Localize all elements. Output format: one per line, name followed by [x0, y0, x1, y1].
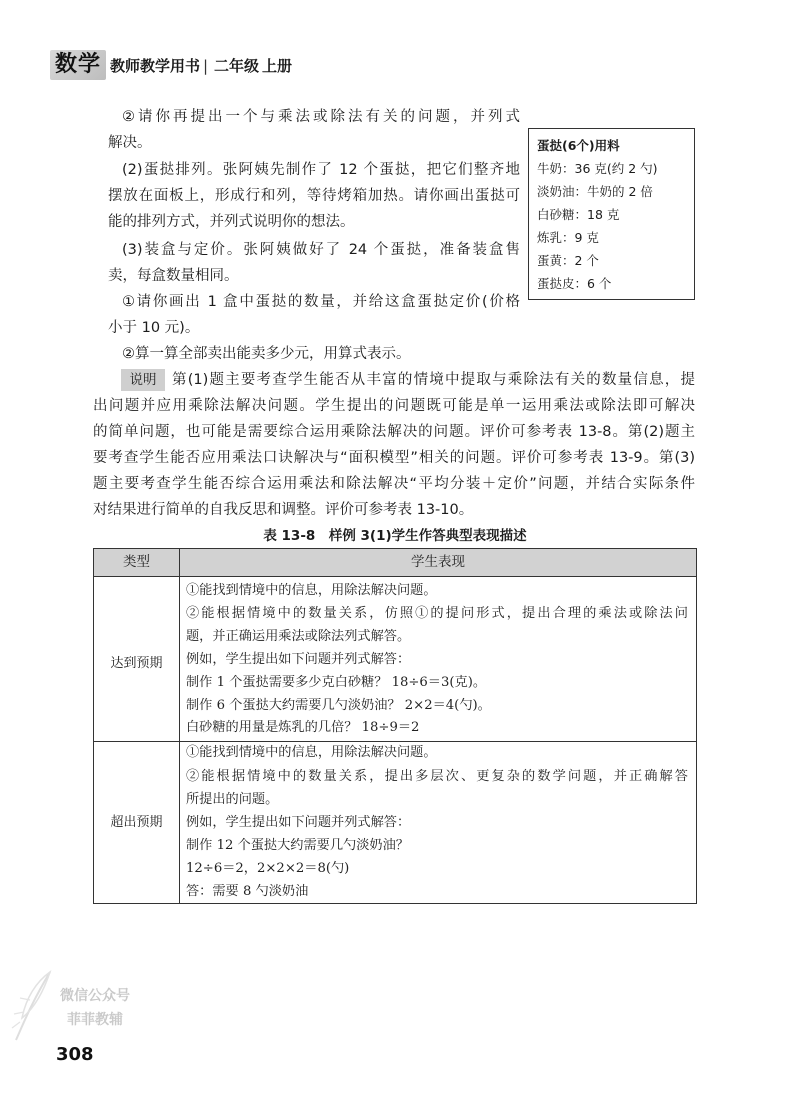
- note-line: 的简单问题，也可能是需要综合运用乘除法解决的问题。评价可参考表 13-8。第(2)题主: [93, 424, 695, 440]
- table-cell-line: 白砂糖的用量是炼乳的几倍？ 18÷9＝2: [186, 720, 420, 735]
- task-line: (3)装盒与定价。张阿姨做好了 24 个蛋挞，准备装盒售: [122, 242, 520, 258]
- ingredient-item: 牛奶：36 克(约 2 勺): [537, 161, 658, 176]
- subject-logo: 数学: [50, 50, 106, 80]
- note-line: 对结果进行简单的自我反思和调整。评价可参考表 13-10。: [93, 502, 474, 518]
- task-line: ②请你再提出一个与乘法或除法有关的问题，并列式: [122, 109, 520, 125]
- column-header-type: 类型: [123, 554, 150, 570]
- note-line: 第(1)题主要考查学生能否从丰富的情境中提取与乘除法有关的数量信息，提: [172, 372, 695, 388]
- table-caption: 表 13-8 样例 3(1)学生作答典型表现描述: [263, 528, 527, 544]
- column-header-performance: 学生表现: [411, 554, 465, 570]
- note-line: 要考查学生能否应用乘法口诀解决与“面积模型”相关的问题。评价可参考表 13-9。第(3): [93, 450, 695, 466]
- header-separator: |: [203, 57, 209, 75]
- table-cell-line: ②能根据情境中的数量关系，提出多层次、更复杂的数学问题，并正确解答: [186, 769, 688, 784]
- grade-label: 二年级: [214, 57, 260, 75]
- table-cell-line: 制作 12 个蛋挞大约需要几勺淡奶油？: [186, 838, 409, 853]
- volume-label: 上册: [262, 57, 293, 75]
- table-cell-line: 例如，学生提出如下问题并列式解答：: [186, 815, 411, 830]
- ingredient-item: 蛋黄：2 个: [537, 253, 599, 268]
- watermark-line: 微信公众号: [60, 988, 130, 1004]
- task-line: 摆放在面板上，形成行和列，等待烤箱加热。请你画出蛋挞可: [108, 188, 520, 204]
- watermark-line: 菲菲教辅: [67, 1012, 123, 1028]
- table-cell-line: 所提出的问题。: [186, 792, 279, 807]
- task-line: (2)蛋挞排列。张阿姨先制作了 12 个蛋挞，把它们整齐地: [122, 162, 520, 178]
- table-cell-line: ①能找到情境中的信息，用除法解决问题。: [186, 583, 437, 598]
- table-cell-line: ②能根据情境中的数量关系，仿照①的提问形式，提出合理的乘法或除法问: [186, 606, 688, 621]
- ingredient-item: 蛋挞皮：6 个: [537, 276, 612, 291]
- ingredients-box: [528, 128, 695, 300]
- task-line: 卖，每盒数量相同。: [108, 268, 239, 284]
- row-type-label: 超出预期: [110, 815, 163, 830]
- note-label: 说明: [121, 369, 165, 391]
- task-line: ②算一算全部卖出能卖多少元，用算式表示。: [122, 346, 411, 362]
- task-line: 能的排列方式，并列式说明你的想法。: [108, 214, 355, 230]
- task-line: 小于 10 元)。: [108, 320, 200, 336]
- book-title: 教师教学用书: [110, 57, 201, 75]
- row-divider: [94, 741, 696, 742]
- page-number: 308: [56, 1044, 94, 1065]
- table-cell-line: 制作 6 个蛋挞大约需要几勺淡奶油？ 2×2＝4(勺)。: [186, 698, 491, 713]
- task-line: ①请你画出 1 盒中蛋挞的数量，并给这盒蛋挞定价(价格: [122, 294, 520, 310]
- row-type-label: 达到预期: [110, 656, 163, 671]
- note-line: 出问题并应用乘除法解决问题。学生提出的问题既可能是单一运用乘法或除法即可解决: [93, 398, 695, 414]
- table-cell-line: 题，并正确运用乘法或除法列式解答。: [186, 629, 411, 644]
- performance-table: [93, 548, 697, 904]
- table-cell-line: ①能找到情境中的信息，用除法解决问题。: [186, 745, 437, 760]
- table-cell-line: 例如，学生提出如下问题并列式解答：: [186, 652, 411, 667]
- ingredients-title: 蛋挞(6个)用料: [537, 138, 620, 153]
- ingredient-item: 淡奶油：牛奶的 2 倍: [537, 184, 653, 199]
- ingredient-item: 炼乳：9 克: [537, 230, 599, 245]
- note-line: 题主要考查学生能否综合运用乘法和除法解决“平均分装＋定价”问题，并结合实际条件: [93, 476, 695, 492]
- table-cell-line: 12÷6＝2，2×2×2＝8(勺): [186, 861, 350, 876]
- task-line: 解决。: [108, 135, 152, 151]
- table-cell-line: 答：需要 8 勺淡奶油: [186, 884, 309, 899]
- ingredient-item: 白砂糖：18 克: [537, 207, 620, 222]
- table-cell-line: 制作 1 个蛋挞需要多少克白砂糖？ 18÷6＝3(克)。: [186, 675, 487, 690]
- column-divider: [179, 549, 180, 903]
